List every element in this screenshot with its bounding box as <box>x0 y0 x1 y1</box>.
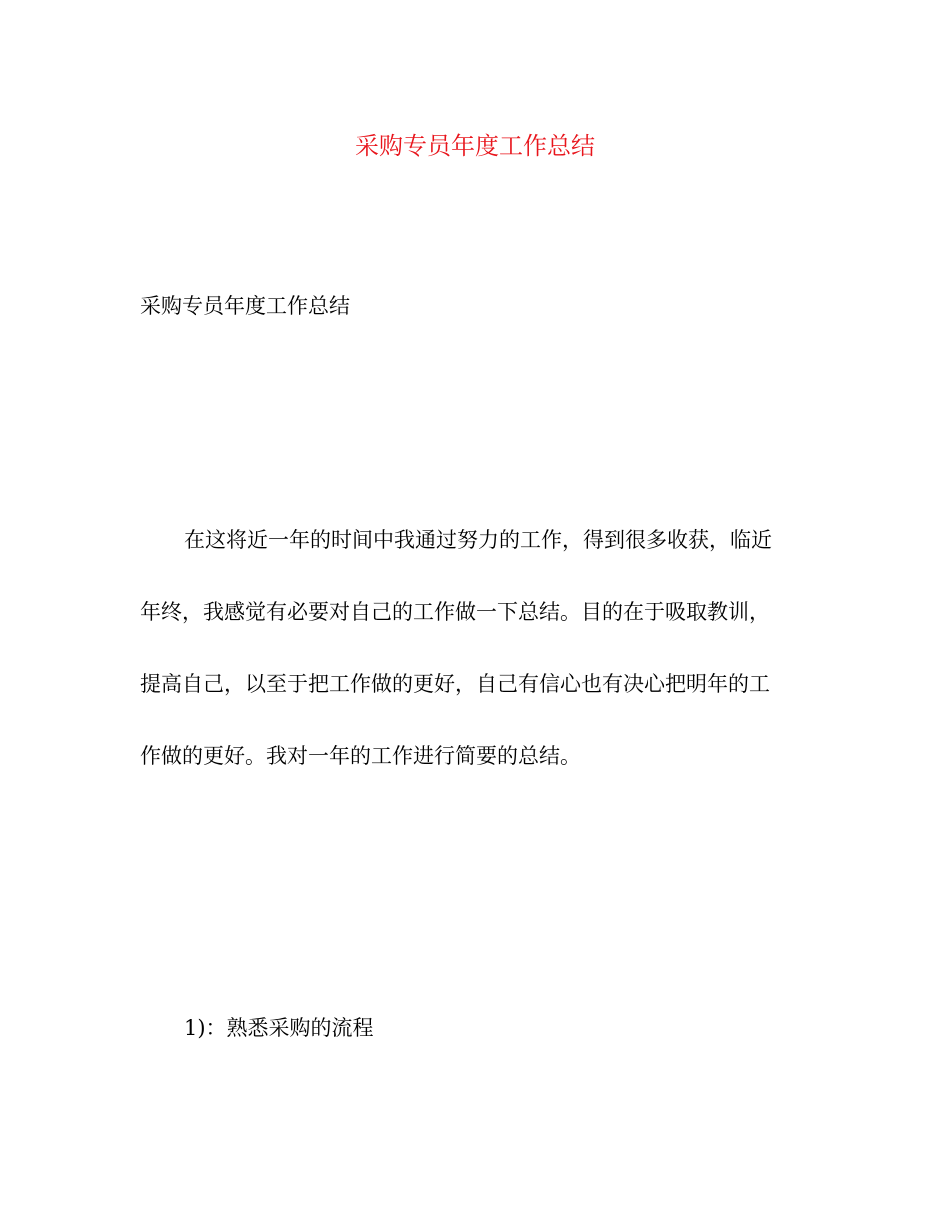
paragraph-line: 提高自己，以至于把工作做的更好，自己有信心也有决心把明年的工 <box>140 672 770 696</box>
intro-paragraph <box>140 504 800 792</box>
document-subtitle: 采购专员年度工作总结 <box>140 294 350 318</box>
paragraph-line: 作做的更好。我对一年的工作进行简要的总结。 <box>140 744 581 768</box>
list-item-heading: 1)：熟悉采购的流程 <box>184 1016 374 1040</box>
paragraph-line: 在这将近一年的时间中我通过努力的工作，得到很多收获，临近 <box>184 528 772 552</box>
paragraph-line: 年终，我感觉有必要对自己的工作做一下总结。目的在于吸取教训， <box>140 600 770 624</box>
document-title: 采购专员年度工作总结 <box>355 132 595 160</box>
